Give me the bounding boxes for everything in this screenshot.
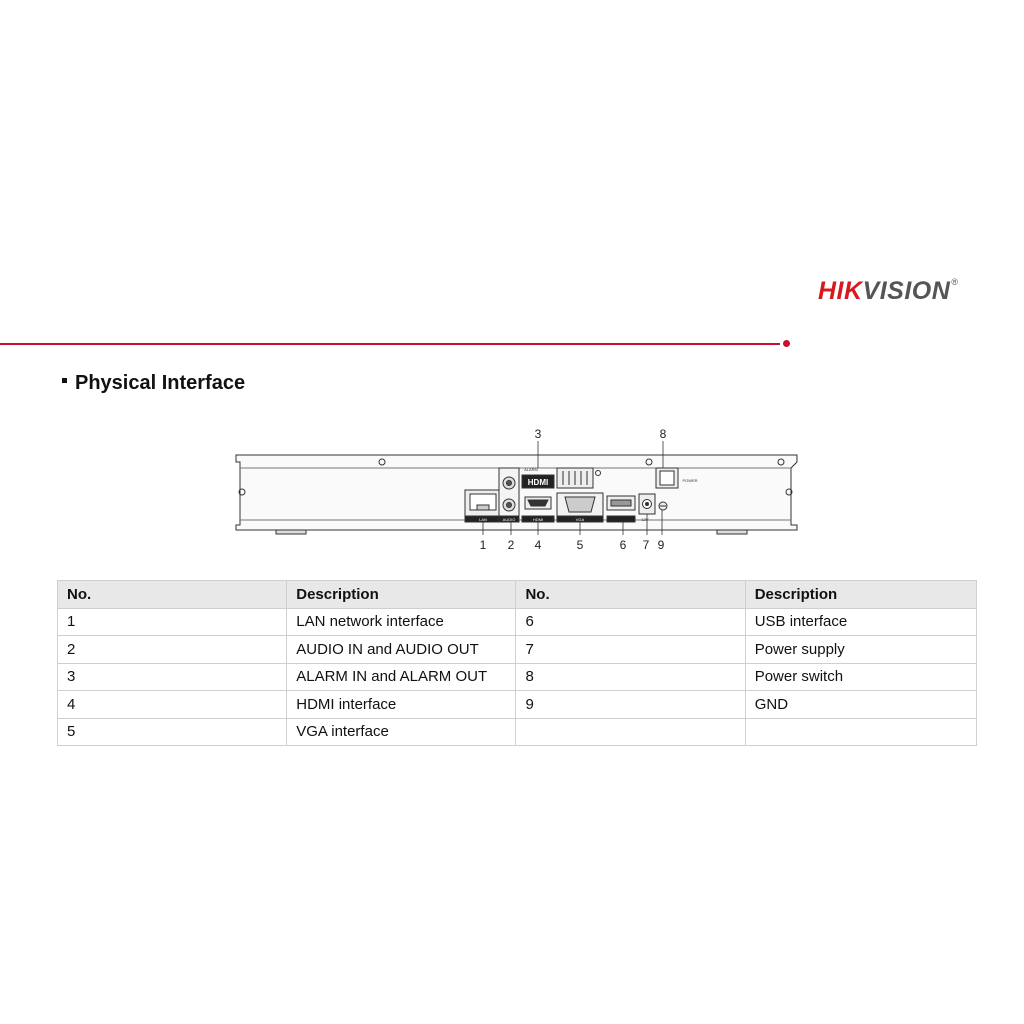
label-power: POWER bbox=[682, 478, 698, 483]
callout-3: 3 bbox=[534, 427, 542, 441]
callout-9: 9 bbox=[657, 538, 665, 552]
logo-grey-part: VISION bbox=[862, 277, 951, 305]
header-no: No. bbox=[58, 581, 287, 609]
svg-text:HDMI: HDMI bbox=[527, 478, 549, 487]
label-lan: LAN bbox=[479, 517, 487, 522]
header-description: Description bbox=[287, 581, 516, 609]
section-title: Physical Interface bbox=[75, 372, 246, 394]
power-switch bbox=[656, 468, 678, 488]
table-row bbox=[58, 636, 977, 664]
cell-no: 6 bbox=[516, 608, 745, 636]
audio-ports bbox=[499, 468, 519, 522]
cell-description: LAN network interface bbox=[287, 608, 516, 636]
cell-description: Power switch bbox=[745, 663, 976, 691]
cell-no: 4 bbox=[58, 691, 287, 719]
cell-no: 7 bbox=[516, 636, 745, 664]
power-input bbox=[639, 494, 655, 514]
usb-port bbox=[607, 496, 635, 522]
header-no: No. bbox=[516, 581, 745, 609]
label-alarm: ALARM bbox=[524, 467, 538, 472]
cell-description bbox=[745, 718, 976, 746]
label-hdmi: HDMI bbox=[532, 517, 544, 522]
callout-1: 1 bbox=[479, 538, 487, 552]
cell-no: 2 bbox=[58, 636, 287, 664]
gnd-screw bbox=[659, 502, 667, 510]
table-row bbox=[58, 663, 977, 691]
cell-description: GND bbox=[745, 691, 976, 719]
logo-red-part: HIK bbox=[818, 277, 863, 305]
cell-description: HDMI interface bbox=[287, 691, 516, 719]
cell-description: USB interface bbox=[745, 608, 976, 636]
header-description: Description bbox=[745, 581, 976, 609]
cell-description: AUDIO IN and AUDIO OUT bbox=[287, 636, 516, 664]
callout-6: 6 bbox=[619, 538, 627, 552]
callout-4: 4 bbox=[534, 538, 542, 552]
callout-2: 2 bbox=[507, 538, 515, 552]
table-row bbox=[58, 691, 977, 719]
cell-no bbox=[516, 718, 745, 746]
label-12v: 12V bbox=[641, 517, 649, 522]
cell-description: ALARM IN and ALARM OUT bbox=[287, 663, 516, 691]
table-row bbox=[58, 718, 977, 746]
registered-mark: ® bbox=[951, 277, 959, 287]
cell-no: 3 bbox=[58, 663, 287, 691]
cell-no: 5 bbox=[58, 718, 287, 746]
table-header-row bbox=[58, 581, 977, 609]
cell-no: 1 bbox=[58, 608, 287, 636]
interface-table bbox=[57, 580, 977, 746]
callout-7: 7 bbox=[642, 538, 650, 552]
cell-no: 8 bbox=[516, 663, 745, 691]
label-vga: VGA bbox=[575, 517, 585, 522]
callout-5: 5 bbox=[576, 538, 584, 552]
cell-description: VGA interface bbox=[287, 718, 516, 746]
cell-description: Power supply bbox=[745, 636, 976, 664]
cell-no: 9 bbox=[516, 691, 745, 719]
callout-8: 8 bbox=[659, 427, 667, 441]
label-audio: AUDIO bbox=[502, 517, 516, 522]
table-row bbox=[58, 608, 977, 636]
